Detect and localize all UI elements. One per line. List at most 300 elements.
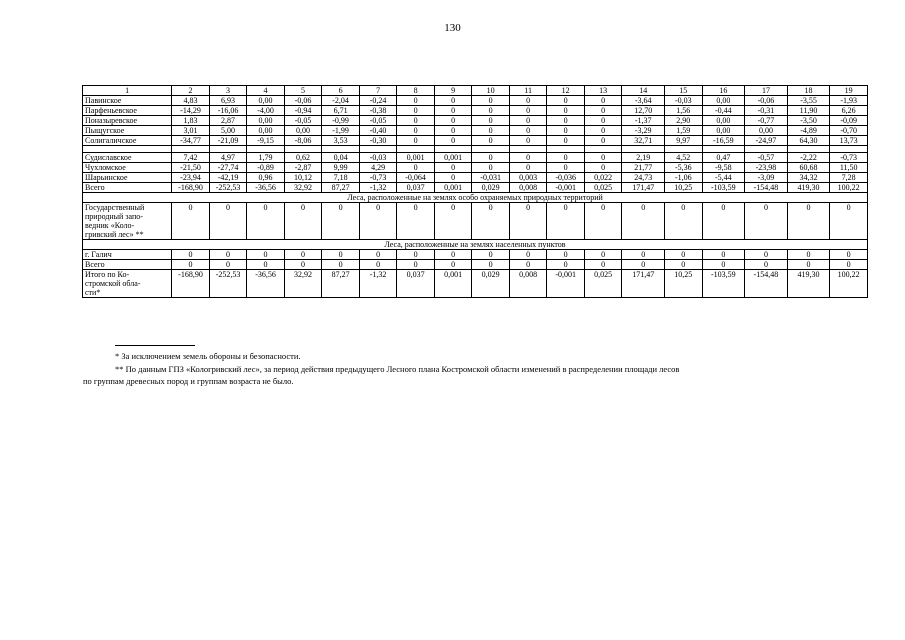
table-cell: 11,50: [830, 163, 868, 173]
table-cell: -23,98: [745, 163, 788, 173]
table-header-row: [83, 86, 868, 96]
table-cell: 0: [745, 250, 788, 260]
empty-cell: [472, 146, 510, 153]
table-cell: 0,001: [434, 153, 472, 163]
table-cell: 7: [359, 86, 397, 96]
table-cell: 9,99: [322, 163, 360, 173]
table-cell: 0: [284, 203, 322, 240]
empty-cell: [322, 146, 360, 153]
section-header-row: [83, 193, 868, 203]
table-cell: 24,73: [622, 173, 665, 183]
table-cell: 0: [830, 260, 868, 270]
table-cell: 0: [284, 260, 322, 270]
table-cell: 0,037: [397, 183, 435, 193]
table-cell: 1,59: [665, 126, 703, 136]
table-cell: 0: [472, 163, 510, 173]
table-cell: 0: [247, 250, 285, 260]
table-cell: -1,93: [830, 96, 868, 106]
table-cell: 171,47: [622, 183, 665, 193]
table-cell: 6,26: [830, 106, 868, 116]
table-cell: 0: [434, 106, 472, 116]
table-cell: -0,001: [547, 270, 585, 298]
name-line: Государственный: [85, 203, 145, 212]
table-cell: -0,30: [359, 136, 397, 146]
table-row: [83, 153, 868, 163]
table-cell: 0,025: [584, 270, 622, 298]
table-cell: -3,64: [622, 96, 665, 106]
table-cell: 0: [584, 126, 622, 136]
table-cell: 0: [584, 136, 622, 146]
empty-cell: [172, 146, 210, 153]
empty-cell: [509, 146, 547, 153]
table-cell: 4,83: [172, 96, 210, 106]
footnote-2-line-1: ** По данным ГПЗ «Кологривский лес», за период действия предыдущего Лесного плана Костромской области изменений в распределении площади лесов: [115, 364, 680, 374]
table-cell: 87,27: [322, 183, 360, 193]
table-cell: 0: [397, 203, 435, 240]
table-cell: 0: [702, 260, 745, 270]
table-cell: 0: [584, 106, 622, 116]
table-cell: 10: [472, 86, 510, 96]
table-cell: 0: [322, 203, 360, 240]
table-cell: 9,97: [665, 136, 703, 146]
table-cell: -27,74: [209, 163, 247, 173]
table-row: [83, 163, 868, 173]
forest-area-change-table: [82, 85, 868, 298]
section-header-row: [83, 240, 868, 250]
table-cell: 12,70: [622, 106, 665, 116]
table-cell: -24,97: [745, 136, 788, 146]
table-row: [83, 116, 868, 126]
table-cell: 0: [584, 153, 622, 163]
empty-cell: [397, 146, 435, 153]
name-line: природный запо-: [85, 212, 143, 221]
table-cell: 4: [247, 86, 285, 96]
table-cell: 0: [434, 126, 472, 136]
table-cell: 0: [509, 153, 547, 163]
table-row: [83, 183, 868, 193]
spacer-row: [83, 146, 868, 153]
table-cell: 32,71: [622, 136, 665, 146]
table-cell: 0,001: [434, 183, 472, 193]
table-cell: -0,24: [359, 96, 397, 106]
table-cell: Всего: [83, 260, 172, 270]
table-cell: 0: [547, 136, 585, 146]
table-cell: 4,97: [209, 153, 247, 163]
table-cell: 0: [787, 203, 830, 240]
grand-total-row: [83, 270, 868, 298]
table-cell: -2,22: [787, 153, 830, 163]
table-cell: 0: [547, 106, 585, 116]
table-cell: -0,06: [745, 96, 788, 106]
table-cell: 0: [584, 163, 622, 173]
table-cell: -168,90: [172, 270, 210, 298]
table-cell: -0,57: [745, 153, 788, 163]
table-cell: Леса, расположенные на землях особо охраняемых природных территорий: [83, 193, 868, 203]
table-cell: 0: [584, 260, 622, 270]
table-cell: 0: [397, 136, 435, 146]
table-cell: -2,87: [284, 163, 322, 173]
table-cell: 0: [665, 260, 703, 270]
table-row: [83, 250, 868, 260]
table-cell: 7,28: [830, 173, 868, 183]
table-cell: 0: [322, 260, 360, 270]
table-cell: -4,00: [247, 106, 285, 116]
table-cell: 0: [702, 250, 745, 260]
table-cell: 3: [209, 86, 247, 96]
table-cell: 0: [509, 126, 547, 136]
table-cell: 13: [584, 86, 622, 96]
table-cell: 2,19: [622, 153, 665, 163]
table-cell: 0: [472, 153, 510, 163]
table-cell: -154,48: [745, 270, 788, 298]
table-cell: 0: [665, 250, 703, 260]
table-cell: 21,77: [622, 163, 665, 173]
footnote-1: * За исключением земель обороны и безопасности.: [115, 351, 301, 361]
table-cell: 0,62: [284, 153, 322, 163]
table-cell: 0: [472, 260, 510, 270]
table-cell: 0,001: [434, 270, 472, 298]
table-cell: Судиславское: [83, 153, 172, 163]
table-cell: 6,71: [322, 106, 360, 116]
table-cell: 0: [359, 260, 397, 270]
table-cell: -0,31: [745, 106, 788, 116]
table-cell: 0: [787, 260, 830, 270]
table-cell: 34,32: [787, 173, 830, 183]
table-cell: Солигаличское: [83, 136, 172, 146]
table-row: [83, 260, 868, 270]
table-cell: 0: [397, 116, 435, 126]
table-cell: -168,90: [172, 183, 210, 193]
empty-cell: [830, 146, 868, 153]
table-cell: -0,05: [359, 116, 397, 126]
table-cell: 0: [322, 250, 360, 260]
table-cell: 0: [472, 250, 510, 260]
table-cell: 0,008: [509, 270, 547, 298]
table-cell: 0: [584, 203, 622, 240]
table-cell: 0: [622, 260, 665, 270]
empty-cell: [702, 146, 745, 153]
name-line: сти*: [85, 288, 101, 297]
table-cell: -0,03: [665, 96, 703, 106]
table-cell: -16,59: [702, 136, 745, 146]
table-cell: г. Галич: [83, 250, 172, 260]
table-cell: -0,031: [472, 173, 510, 183]
table-row: [83, 96, 868, 106]
table-cell: 0: [359, 250, 397, 260]
table-cell: [83, 203, 172, 240]
table-cell: 0: [434, 250, 472, 260]
empty-cell: [745, 146, 788, 153]
table-cell: 10,25: [665, 270, 703, 298]
table-cell: 0: [472, 106, 510, 116]
table-cell: 6,93: [209, 96, 247, 106]
table-cell: 0,00: [284, 126, 322, 136]
table-cell: 18: [787, 86, 830, 96]
table-cell: 0: [172, 203, 210, 240]
table-cell: 0: [745, 260, 788, 270]
table-cell: -0,06: [284, 96, 322, 106]
table-cell: 0: [547, 203, 585, 240]
table-cell: -3,09: [745, 173, 788, 183]
table-cell: 4,29: [359, 163, 397, 173]
table-cell: 32,92: [284, 183, 322, 193]
table-cell: 2,90: [665, 116, 703, 126]
table-cell: 1,79: [247, 153, 285, 163]
table-cell: 0: [509, 136, 547, 146]
table-cell: -103,59: [702, 183, 745, 193]
table-cell: -36,56: [247, 183, 285, 193]
table-cell: 0,00: [702, 116, 745, 126]
table-cell: 0: [209, 260, 247, 270]
table-cell: 0: [509, 203, 547, 240]
table-cell: 0: [434, 163, 472, 173]
table-cell: -14,29: [172, 106, 210, 116]
table-cell: -1,32: [359, 270, 397, 298]
table-cell: -0,09: [830, 116, 868, 126]
table-cell: 0,00: [247, 96, 285, 106]
table-cell: -8,06: [284, 136, 322, 146]
table-cell: 0: [622, 250, 665, 260]
table-cell: 0: [547, 153, 585, 163]
table-cell: -0,03: [359, 153, 397, 163]
table-cell: 0: [702, 203, 745, 240]
table-cell: 0: [397, 260, 435, 270]
table-cell: 0: [509, 96, 547, 106]
table-cell: Пыщугское: [83, 126, 172, 136]
empty-cell: [209, 146, 247, 153]
empty-cell: [584, 146, 622, 153]
table-cell: 171,47: [622, 270, 665, 298]
table-cell: 0: [397, 106, 435, 116]
table-cell: 0: [247, 203, 285, 240]
table-cell: -0,001: [547, 183, 585, 193]
table-cell: 60,68: [787, 163, 830, 173]
table-cell: 0: [547, 163, 585, 173]
table-cell: -3,50: [787, 116, 830, 126]
table-cell: 2,87: [209, 116, 247, 126]
table-row: [83, 136, 868, 146]
table-cell: -0,89: [247, 163, 285, 173]
table-cell: -252,53: [209, 183, 247, 193]
table-cell: Всего: [83, 183, 172, 193]
table-cell: 7,42: [172, 153, 210, 163]
table-cell: 0: [434, 260, 472, 270]
table-cell: 1,83: [172, 116, 210, 126]
table-cell: 0: [397, 250, 435, 260]
table-cell: 0,04: [322, 153, 360, 163]
table-cell: 0: [622, 203, 665, 240]
table-cell: -21,50: [172, 163, 210, 173]
table-cell: 0: [547, 116, 585, 126]
footnote-2-line-2: по группам древесных пород и группам возраста не было.: [83, 376, 294, 386]
table-cell: 12: [547, 86, 585, 96]
table-cell: 7,18: [322, 173, 360, 183]
table-cell: 419,30: [787, 270, 830, 298]
table-row: [83, 126, 868, 136]
table-cell: -0,064: [397, 173, 435, 183]
table-cell: 0: [745, 203, 788, 240]
table-cell: 0: [584, 250, 622, 260]
table-cell: 0: [434, 136, 472, 146]
empty-cell: [622, 146, 665, 153]
table-cell: 0: [509, 260, 547, 270]
table-cell: 64,30: [787, 136, 830, 146]
table-cell: 0: [397, 163, 435, 173]
footnote-divider: [115, 345, 195, 346]
table-cell: 100,22: [830, 270, 868, 298]
name-line: гривский лес» **: [85, 230, 144, 239]
table-cell: 0: [547, 96, 585, 106]
name-line: ведник «Коло-: [85, 221, 135, 230]
table-cell: -0,77: [745, 116, 788, 126]
table-cell: 0,029: [472, 183, 510, 193]
table-cell: 0: [665, 203, 703, 240]
table-cell: -21,09: [209, 136, 247, 146]
table-cell: 0: [172, 250, 210, 260]
table-cell: 0,025: [584, 183, 622, 193]
table-cell: -1,99: [322, 126, 360, 136]
table-cell: Шарьинское: [83, 173, 172, 183]
table-cell: 5: [284, 86, 322, 96]
table-cell: 0: [584, 116, 622, 126]
table-cell: 0: [209, 203, 247, 240]
table-cell: -0,036: [547, 173, 585, 183]
table-cell: -0,44: [702, 106, 745, 116]
table-cell: 0: [830, 203, 868, 240]
name-line: Итого по Ко-: [85, 270, 130, 279]
empty-cell: [665, 146, 703, 153]
table-cell: 0: [547, 250, 585, 260]
table-cell: Парфеньевское: [83, 106, 172, 116]
table-cell: [83, 270, 172, 298]
table-cell: -1,37: [622, 116, 665, 126]
table-cell: -16,06: [209, 106, 247, 116]
table-cell: 0: [830, 250, 868, 260]
table-cell: 15: [665, 86, 703, 96]
empty-cell: [359, 146, 397, 153]
table-cell: 100,22: [830, 183, 868, 193]
table-cell: 0: [434, 96, 472, 106]
table-cell: 4,52: [665, 153, 703, 163]
table-cell: -0,99: [322, 116, 360, 126]
table-cell: 0,003: [509, 173, 547, 183]
table-cell: 0: [472, 203, 510, 240]
table-cell: -9,15: [247, 136, 285, 146]
table-cell: -3,29: [622, 126, 665, 136]
table-cell: 2: [172, 86, 210, 96]
table-cell: 11,90: [787, 106, 830, 116]
table-cell: Чухломское: [83, 163, 172, 173]
table-cell: 0,001: [397, 153, 435, 163]
table-cell: 0,00: [702, 96, 745, 106]
table-cell: 0,037: [397, 270, 435, 298]
table-cell: Поназыревское: [83, 116, 172, 126]
table-cell: -9,58: [702, 163, 745, 173]
table-cell: 32,92: [284, 270, 322, 298]
table-cell: 0: [547, 126, 585, 136]
table-cell: 3,53: [322, 136, 360, 146]
table-cell: 0: [509, 163, 547, 173]
table-cell: 1: [83, 86, 172, 96]
table-cell: Леса, расположенные на землях населенных пунктов: [83, 240, 868, 250]
table-row: [83, 106, 868, 116]
table-cell: 13,73: [830, 136, 868, 146]
table-cell: 0: [547, 260, 585, 270]
table-cell: 0: [509, 106, 547, 116]
table-cell: -2,04: [322, 96, 360, 106]
table-cell: 0: [472, 96, 510, 106]
table-cell: 10,25: [665, 183, 703, 193]
table-cell: 0: [787, 250, 830, 260]
table-cell: Павинское: [83, 96, 172, 106]
table-cell: 16: [702, 86, 745, 96]
table-cell: 0,00: [702, 126, 745, 136]
table-cell: -0,73: [830, 153, 868, 163]
table-cell: 0: [472, 136, 510, 146]
table-cell: 9: [434, 86, 472, 96]
table-cell: 0: [172, 260, 210, 270]
empty-cell: [247, 146, 285, 153]
table-cell: 0: [397, 96, 435, 106]
table-cell: -23,94: [172, 173, 210, 183]
table-cell: 0: [434, 116, 472, 126]
table-cell: 17: [745, 86, 788, 96]
table-cell: 1,56: [665, 106, 703, 116]
table-cell: 11: [509, 86, 547, 96]
table-row: [83, 173, 868, 183]
empty-cell: [83, 146, 172, 153]
table-cell: 0,008: [509, 183, 547, 193]
table-cell: -4,89: [787, 126, 830, 136]
table-cell: 0: [359, 203, 397, 240]
table-cell: 0: [434, 203, 472, 240]
table-cell: 0: [247, 260, 285, 270]
table-cell: -0,38: [359, 106, 397, 116]
table-cell: -36,56: [247, 270, 285, 298]
table-cell: 10,12: [284, 173, 322, 183]
table-cell: -0,70: [830, 126, 868, 136]
empty-cell: [434, 146, 472, 153]
table-cell: 0,96: [247, 173, 285, 183]
table-cell: 0: [284, 250, 322, 260]
table-cell: 0: [509, 250, 547, 260]
table-cell: -103,59: [702, 270, 745, 298]
table-cell: -0,73: [359, 173, 397, 183]
table-cell: 8: [397, 86, 435, 96]
table-cell: 0: [509, 116, 547, 126]
table-cell: -1,06: [665, 173, 703, 183]
table-cell: 0,47: [702, 153, 745, 163]
table-cell: 6: [322, 86, 360, 96]
table-cell: 19: [830, 86, 868, 96]
table-cell: 87,27: [322, 270, 360, 298]
table-cell: 0: [434, 173, 472, 183]
table-cell: 0,029: [472, 270, 510, 298]
table-cell: 0,00: [247, 126, 285, 136]
empty-cell: [284, 146, 322, 153]
table-cell: -1,32: [359, 183, 397, 193]
empty-cell: [547, 146, 585, 153]
table-cell: 3,01: [172, 126, 210, 136]
table-cell: -0,94: [284, 106, 322, 116]
empty-cell: [787, 146, 830, 153]
table-cell: 0,00: [247, 116, 285, 126]
table-cell: -3,55: [787, 96, 830, 106]
table-cell: -0,40: [359, 126, 397, 136]
table-cell: -5,36: [665, 163, 703, 173]
table-cell: -252,53: [209, 270, 247, 298]
table-cell: 0,022: [584, 173, 622, 183]
